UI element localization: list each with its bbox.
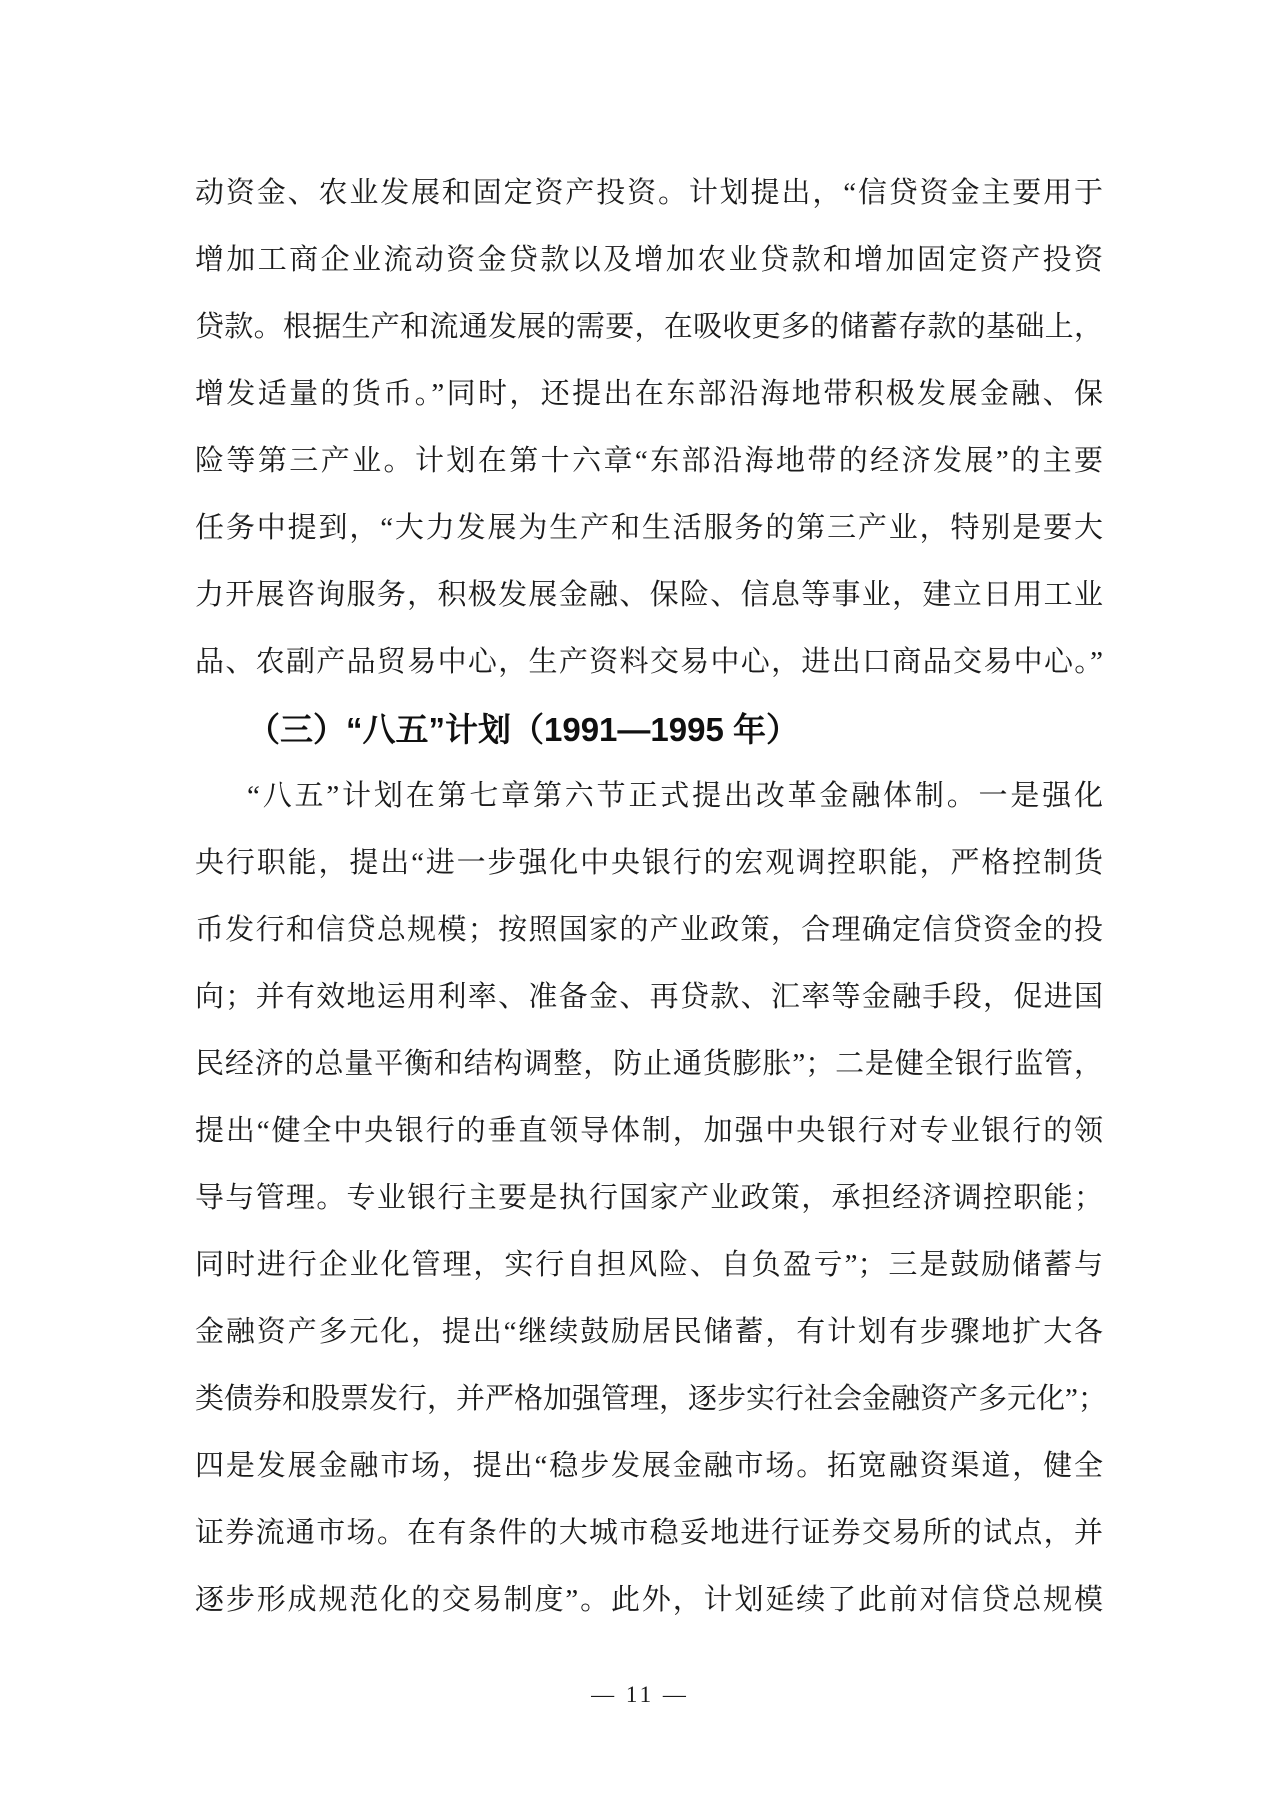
body-line: 任务中提到，“大力发展为生产和生活服务的第三产业，特别是要大 [195, 512, 1103, 544]
body-line: 增加工商企业流动资金贷款以及增加农业贷款和增加固定资产投资 [195, 244, 1103, 276]
body-line: 导与管理。专业银行主要是执行国家产业政策，承担经济调控职能； [195, 1182, 1103, 1214]
body-line: 险等第三产业。计划在第十六章“东部沿海地带的经济发展”的主要 [195, 445, 1103, 477]
page-footer [0, 1682, 1280, 1708]
body-line: 民经济的总量平衡和结构调整，防止通货膨胀”；二是健全银行监管， [195, 1048, 1103, 1080]
body-line: 同时进行企业化管理，实行自担风险、自负盈亏”；三是鼓励储蓄与 [195, 1249, 1103, 1281]
document-body [195, 160, 1107, 1634]
section-heading: （三）“八五”计划（1991—1995 年） [247, 711, 799, 748]
body-line: 类债券和股票发行，并严格加强管理，逐步实行社会金融资产多元化”； [195, 1383, 1107, 1415]
body-line: 品、农副产品贸易中心，生产资料交易中心，进出口商品交易中心。” [195, 646, 1103, 678]
body-line: 四是发展金融市场，提出“稳步发展金融市场。拓宽融资渠道，健全 [195, 1450, 1103, 1482]
body-line: 央行职能，提出“进一步强化中央银行的宏观调控职能，严格控制货 [195, 847, 1103, 879]
body-line: 逐步形成规范化的交易制度”。此外，计划延续了此前对信贷总规模 [195, 1584, 1103, 1616]
body-line: 证券流通市场。在有条件的大城市稳妥地进行证券交易所的试点，并 [195, 1517, 1103, 1549]
page-number: — 11 — [591, 1682, 689, 1707]
body-line: “八五”计划在第七章第六节正式提出改革金融体制。一是强化 [247, 780, 1103, 812]
body-line: 币发行和信贷总规模；按照国家的产业政策，合理确定信贷资金的投 [195, 914, 1103, 946]
body-line: 贷款。根据生产和流通发展的需要，在吸收更多的储蓄存款的基础上， [195, 311, 1103, 343]
body-line: 金融资产多元化，提出“继续鼓励居民储蓄，有计划有步骤地扩大各 [195, 1316, 1103, 1348]
body-line: 力开展咨询服务，积极发展金融、保险、信息等事业，建立日用工业 [195, 579, 1103, 611]
body-line: 增发适量的货币。”同时，还提出在东部沿海地带积极发展金融、保 [195, 378, 1103, 410]
body-line: 动资金、农业发展和固定资产投资。计划提出，“信贷资金主要用于 [195, 177, 1103, 209]
body-line: 向；并有效地运用利率、准备金、再贷款、汇率等金融手段，促进国 [195, 981, 1103, 1013]
body-line: 提出“健全中央银行的垂直领导体制，加强中央银行对专业银行的领 [195, 1115, 1103, 1147]
